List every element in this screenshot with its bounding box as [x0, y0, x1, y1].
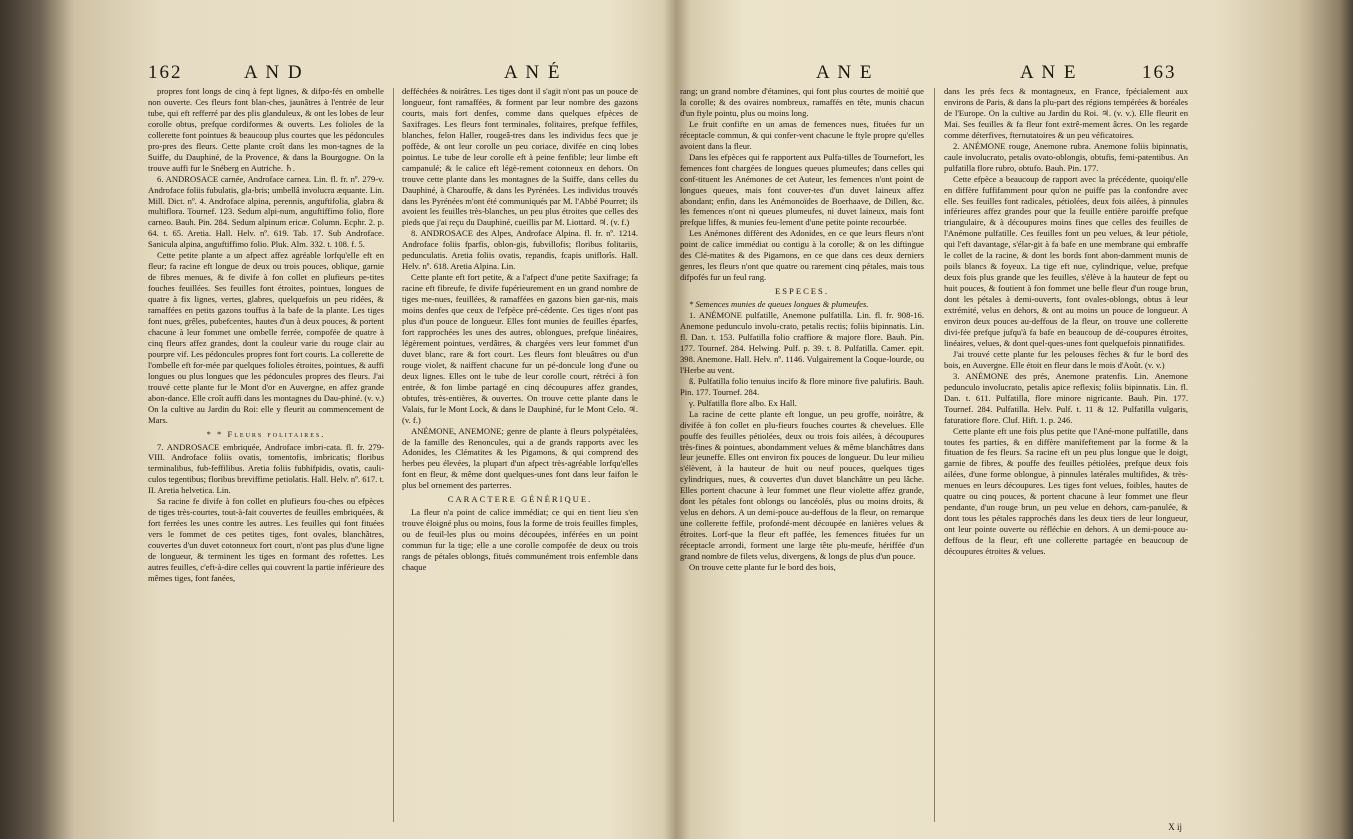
paragraph: propres font longs de cinq à fept lignes, & difpo-fés en ombelle non ouverte. Ces fleurs font blan-ches, jaunâtres à l'entrée de leur tube, qui eft refferré par des plis glanduleux, & ont les lobes de leur corolle obtus, prefque cordiformes & ouverts. Les folioles de la collerette font pointues & beaucoup plus courtes que les pédoncules pro-pres des fleurs. Cette plante croît dans les mon-tagnes de la Suiffe, du Dauphiné, de la Provence, & dans la Bourgogne. On la trouve auffi fur le Snéberg en Autriche. ♄.: [148, 86, 384, 173]
paragraph: J'ai trouvé cette plante fur les pelouses fèches & fur le bord des bois, en Auvergne. Elle étoit en fleur dans le mois d'Août. (v. v.): [944, 348, 1188, 370]
paragraph: 7. ANDROSACE embriquée, Androface imbri-cata. fl. fr. 279-VIII. Androface foliis ovatis, tomentofis, imbricatis; floribus terminalibus, fub-feffilibus. Aretia foliis fubhifpidis, ovatis, cauli-culos tegentibus; floribus breviffime petiolatis. Hall. Helv. nº. 617. t. II. Aretia helvetica. Lin.: [148, 441, 384, 496]
section-heading: * * Fleurs folitaires.: [206, 428, 326, 439]
paragraph: rang; un grand nombre d'étamines, qui font plus courtes de moitié que la corolle; & des ovaires nombreux, ramaffés en tête, munis chacun d'un ftyle pointu, plus ou moins long.: [680, 86, 924, 118]
right-page: [680, 62, 1188, 832]
paragraph: On trouve cette plante fur le bord des bois,: [689, 561, 836, 572]
right-column-2: [944, 86, 1188, 818]
right-head-word-left: A N E: [816, 62, 874, 83]
paragraph: 1. ANÉMONE pulfatille, Anemone pulfatilla. Lin. fl. fr. 908-16. Anemone pedunculo involu-crato, petalis rectis; foliis bipinnatis. Lin. fl. Dan. t. 153. Pulfatilla folio craffiore & majore flore. Bauh. Pin. 177. Tournef. 284. Helwing. Pulf. p. 39. t. 8. Pulfatilla. Camer. epit. 398. Anemone. Hall. Helv. nº. 1146. Vulgairement la Coque-lourde, ou l'Herbe au vent.: [680, 310, 924, 375]
signature-mark: X ij: [1168, 822, 1182, 832]
paragraph: γ. Pulfatilla flore albo. Ex Hall.: [689, 397, 797, 408]
paragraph: Sa racine fe divife à fon collet en plufieurs fou-ches ou efpèces de tiges très-courtes, tout-à-fait couvertes de feuilles embriquées, & fort ferrées les unes contre les autres. Les feuilles qui font fituées vers le fommet de ces petites tiges, font ovales, blanchâtres, couvertes d'un duvet cotonneux fort court, n'ont pas plus d'une ligne de longueur, & terminent les tiges en formant des rofettes. Les autres feuilles, c'eft-à-dire celles qui couvrent la partie inférieure des mêmes tiges, font fanées,: [148, 496, 384, 583]
paragraph: 6. ANDROSACE carnée, Androface carnea. Lin. fl. fr. nº. 279-v. Androface foliis fubulatis, gla-bris; umbellâ involucra æquante. Lin. Mill. Dict. nº. 4. Androface alpina, perennis, anguftifolia, glabra & multiflora. Tournef. 123. Sedum alpi-num, anguftiffimo folio, flore carneo. Bauh. Pin. 284. Sedum alpinum ericæ. Column. Ecphr. 2. p. 64. t. 65. Aretia. Hall. Helv. nº. 619. Tab. 17. Sub Androface. Sanicula alpina, anguftiffimo folio. Pluk. Alm. 332. t. 108. f. 5.: [148, 173, 384, 250]
paragraph: ANÉMONE, ANEMONE; genre de plante à fleurs polypétalées, de la famille des Renoncules, qui a de grands rapports avec les Adonides, les Clématites & les Pigamons, & qui comprend des herbes peu élevées, la plupart d'un afpect très-agréable lorfqu'elles font en fleur, & même dont quelques-unes font dans leur faifon le plus bel ornement des parterres.: [402, 425, 638, 491]
page-number-left: 162: [148, 62, 183, 83]
paragraph: defféchées & noirâtres. Les tiges dont il s'agit n'ont pas un pouce de longueur, font ramaffées, & forment par leur nombre des gazons courts, mais fort denfes, comme dans quelques efpèces de Saxifrages. Les fleurs font terminales, folitaires, prefque feffiles, blanches, felon Haller, rougeâ-tres dans les individus fecs que je poffède, & ont leur corolle un peu coriace, divifée en cinq lobes pointus. Le tube de leur corolle eft à peine fenfible; leur limbe eft campanulé; & le calice eft légè-rement cotonneux en dehors. On trouve cette plante dans les montagnes de la Suiffe, dans celles du Dauphiné, à Charouffe, & dans les Pyrénées. Les individus trouvés dans les Pyrénées m'ont été communiqués par M. l'Abbé Pourret; ils avoient les feuilles très-blanches, un peu plus étroites que celles des pieds que j'ai reçu du Dauphiné, cueillis par M. Liottard. ♃. (v. f.): [402, 86, 638, 228]
right-running-head: [680, 62, 1188, 88]
left-page: [148, 62, 640, 832]
section-heading: CARACTERE GÉNÉRIQUE.: [447, 494, 593, 505]
paragraph: La fleur n'a point de calice immédiat; ce qui en tient lieu s'en trouve éloigné plus ou moins, fous la forme de trois feuilles fimples, ou de feuil-les plus ou moins découpées, inférées en un point commun fur la tige; elle a une corolle compofée de deux ou trois rangs de pétales oblongs, fitués communément trois enfemble dans chaque: [402, 507, 638, 572]
paragraph: Cette plante eft fort petite, & a l'afpect d'une petite Saxifrage; fa racine eft fibreufe, fe divife fupérieurement en un grand nombre de tiges me-nues, feuillées, & ramaffées en gazons bien gar-nis, mais moins denfes que ceux de l'efpèce pré-cédente. Ces tiges n'ont pas plus d'un pouce de longueur. Elles font munies de feuilles éparfes, fort rapprochées les unes des autres, oblongues, prefque linéaires, légèrement pointues, verdâtres, & chargées vers leur fommet d'un duvet blanc, rare & fort court. Les fleurs font bleuâtres ou d'un rouge violet, & naiffent chacune fur un pé-doncule long d'une ou deux lignes. Elles ont le tube de leur corolle court, rétréci à fon entrée, & fon limbe partagé en cinq découpures affez grandes, obtufes, très-entières, & ouvertes. On trouve cette plante dans le Valais, fur le Mont Lock, & dans le Dauphiné, fur le Mont Celo. ♃. (v. f.): [402, 272, 638, 425]
left-running-head: [148, 62, 640, 88]
right-column-1: [680, 86, 924, 832]
paragraph: Cette efpèce a beaucoup de rapport avec la précédente, quoiqu'elle en diffère fuffifamment pour qu'on ne puiffe pas la confondre avec elle. Ses feuilles font radicales, pétiolées, deux fois ailées, à pinnules inférieures affez grandes pour que la feuille entière paroiffe prefque triangulaire, & à découpures moins fines que celles des feuilles de l'Anémone pulfatille. Ces feuilles font un peu velues, & leur pétiole, qui l'eft davantage, s'élar-git à fa bafe en une membrane qui embraffe le collet de la racine, & dont les bords font abon-damment munis de poils blancs & foyeux. La tige eft nue, cylindrique, velue, prefque deux fois plus grande que les feuilles, s'élève à la hauteur de fept ou huit pouces, & foutient à fon fommet une belle fleur d'un rouge brun, dont les pétales à demi-ouverts, font ovales-oblongs, obtus à leur extrémité, velus en dehors, & ont au moins un pouce de longueur. A environ deux pouces au-deffous de la fleur, on trouve une collerette divi-fée prefque jufqu'à fa bafe en beaucoup de dé-coupures étroites, linéaires, velues, & dont quel-ques-unes font quelquefois pinnatifides.: [944, 173, 1188, 348]
right-head-word: A N E: [1020, 62, 1078, 83]
section-heading: ESPECES.: [775, 286, 829, 297]
paragraph: dans les prés fecs & montagneux, en France, fpécialement aux environs de Paris, & dans la plu-part des régions tempérées & boréales de l'Europe. On la cultive au Jardin du Roi. ♃. (v. v.). Elle fleurit en Mai. Ses feuilles & fa fleur font extrê-mement âcres. On les regarde comme déterfives, fternutatoires & un peu véficatoires.: [944, 86, 1188, 140]
paragraph: La racine de cette plante eft longue, un peu groffe, noirâtre, & divifée à fon collet en plu-fieurs fouches courtes & chevelues. Elle pouffe des feuilles pétiolées, deux ou trois fois ailées, à découpures très-fines & pointues, abondamment velues & même blanchâtres dans leur jeuneffe. Elles ont environ fix pouces de longueur. Du leur milieu s'élèvent, à la hauteur de huit ou neuf pouces, quelques tiges cylindriques, nues, & couvertes d'un duvet blanchâtre un peu lâche. Elles portent chacune à leur fommet une fleur violette affez grande, dont les pétales font oblongs ou lancéolés, plus ou moins droits, & velus en dehors. A un demi-pouce au-deffous de la fleur, on remarque une collerette feffile, profondé-ment découpée en lanières velues & étroites. Lorf-que la fleur eft paffée, les femences fituées fur un réceptacle arrondi, forment une large tête plu-meufe, hériffée d'un grand nombre de filets velus, divergens, & longs de plus d'un pouce.: [680, 408, 924, 562]
paragraph: ß. Pulfatilla folio tenuius incifo & flore minore five palufiris. Bauh. Pin. 177. Tournef. 284.: [680, 375, 924, 397]
paragraph: Le fruit confifte en un amas de femences nues, fituées fur un réceptacle commun, & qui confer-vent chacune le ftyle propre qu'elles avoient dans la fleur.: [680, 118, 924, 151]
left-column-2: [402, 86, 638, 832]
left-column-1: [148, 86, 384, 832]
paragraph: Dans les efpèces qui fe rapportent aux Pulfa-tilles de Tournefort, les femences font chargées de longues queues plumeufes; dans celles qui conf-tituent les Anémones de cet Auteur, les femences n'ont point de longues queues, mais font couver-tes d'un duvet laineux affez abondant; enfin, dans les Anémonoïdes de Boerhaave, de Dillen, &c. les femences n'ont ni queues plumeufes, ni duvet laineux, mais font prefque liffes, & munies feu-lement d'une petite pointe recourbée.: [680, 151, 924, 228]
left-head-word-right: A N É: [504, 62, 562, 83]
page-number-right: 163: [1142, 62, 1177, 83]
paragraph: * Semences munies de queues longues & plumeufes.: [689, 299, 869, 310]
left-head-word: A N D: [244, 62, 304, 83]
paragraph: Les Anémones diffèrent des Adonides, en ce que leurs fleurs n'ont point de calice immédiat ou contigu à la corolle; & on les diftingue des Clé-matites & des Pigamons, en ce que dans ces deux derniers genres, les fleurs n'ont que quatre ou rarement cinq pétales, mais tous difpofés fur un feul rang.: [680, 228, 924, 283]
paragraph: 8. ANDROSACE des Alpes, Androface Alpina. fl. fr. nº. 1214. Androface foliis fparfis, oblon-gis, fubvillofis; floribus folitariis, pedunculatis. Aretia foliis ovatis, repandis, fcapis uniflorîs. Hall. Helv. nº. 618. Aretia Alpina. Lin.: [402, 228, 638, 272]
paragraph: Cette plante eft une fois plus petite que l'Ané-mone pulfatille, dans toutes fes parties, & en diffère manifeftement par la forme & la fituation de fes fleurs. Sa racine eft un peu plus longue que le doigt, garnie de fibres, & pouffe des feuilles pétiolées, prefque deux fois ailées, d'une forme oblongue, à pinnules latérales multifides, & très-menues en leurs découpures. Les tiges font velues, foibles, hautes de quatre ou cinq pouces, & portent chacune à leur fommet une fleur pendante, d'un rouge brun, un peu velue en dehors, cam-panulée, & dont tous les pétales rapprochés dans les deux tiers de leur longueur, ont leur pointe ouverte ou réfléchie en dehors. A un demi-pouce au-deffous de la fleur, eft une collerette partagée en beaucoup de découpures étroites & velues.: [944, 425, 1188, 557]
paragraph: 2. ANÉMONE rouge, Anemone rubra. Anemone foliis bipinnatis, caule involucrato, petalis ovato-oblongis, obtufis, femi-patentibus. An pulfatilla flore rubro, obtufo. Bauh. Pin. 177.: [944, 140, 1188, 173]
paragraph: 3. ANÉMONE des prés, Anemone pratenfis. Lin. Anemone pedunculo involucrato, petalis apice reflexis; foliis bipinnatis. Lin. fl. Dan. t. 611. Pulfatilla, flore minore nigricante. Bauh. Pin. 177. Tournef. 284. Pulfatilla. Helv. Pulf. t. 11 & 12. Pulfatilla vulgaris, faturatiore flore. Cluf. Hift. 1. p. 246.: [944, 370, 1188, 425]
paragraph: Cette petite plante a un afpect affez agréable lorfqu'elle eft en fleur; fa racine eft longue de deux ou trois pouces, oblique, garnie de fibres menues, & fe divife à fon collet en plufieurs pe-tites fouches feuillées. Ses feuilles font étroites, pointues, longues de quatre à fix lignes, vertes, glabres, quelquefois un peu ridées, & ramaffées en petits gazons touffus à la bafe de la plante. Les tiges font nues, grêles, pubefcentes, hautes d'un à deux pouces, & portent chacune à leur fommet une ombelle ferrée, compofée de quatre à cinq fleurs affez grandes, dont la couleur varie du rouge clair au pourpre vif. Les pédoncules propres font fort courts. La collerette de l'ombelle eft for-mée par quelques folioles étroites, pointues, & auffi longues ou plus longues que les pédoncules propres des fleurs. J'ai trouvé cette plante fur le Mont d'or en Auvergne, en affez grande abon-dance. Elle croît auffi dans les montagnes du Dau-phiné. (v. v.) On la cultive au Jardin du Roi: elle y fleurit au commencement de Mars.: [148, 250, 384, 425]
